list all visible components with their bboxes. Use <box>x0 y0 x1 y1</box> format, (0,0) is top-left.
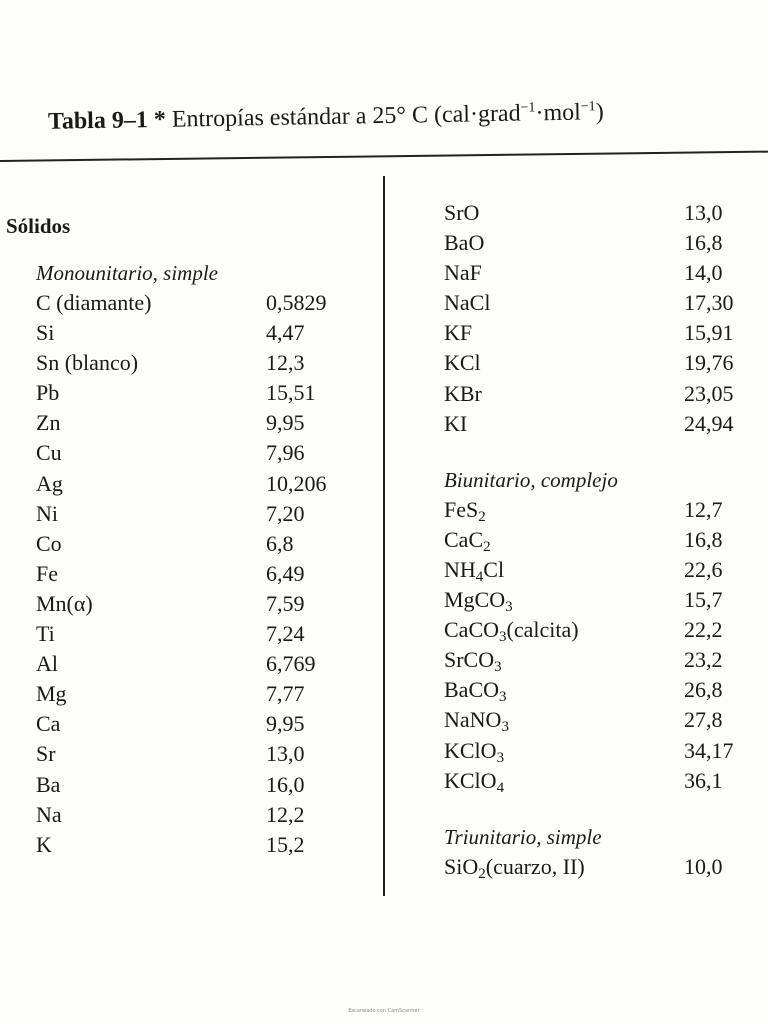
substance-name: SrO <box>444 200 480 225</box>
entropy-value: 7,24 <box>266 621 305 647</box>
substance-name: KClO$_4$ <box>444 767 505 796</box>
substance-name: Zn <box>36 410 61 436</box>
entropy-value: 10,206 <box>266 470 327 496</box>
subsection-heading-triunitario: Triunitario, simple <box>444 824 602 849</box>
table-row <box>0 739 380 769</box>
entropy-value: 13,0 <box>684 200 723 225</box>
entropy-value: 16,0 <box>266 771 305 797</box>
substance-name: Mn(α) <box>36 590 93 616</box>
table-row <box>440 736 768 766</box>
entropy-value: 19,76 <box>684 350 734 376</box>
entropy-value: 4,47 <box>266 320 305 346</box>
table-row <box>440 645 768 675</box>
table-row <box>0 709 380 739</box>
table-row <box>0 770 380 800</box>
left-column <box>0 206 380 860</box>
table-row <box>0 438 380 468</box>
substance-name: Ba <box>36 771 61 797</box>
entropy-value: 7,59 <box>266 590 305 616</box>
table-row <box>440 258 768 288</box>
table-row <box>0 378 380 408</box>
substance-name: SiO$_2$(cuarzo, II) <box>444 853 585 882</box>
table-row <box>440 318 768 348</box>
right-rows-biunitario <box>440 495 768 796</box>
entropy-value: 7,96 <box>266 440 305 466</box>
substance-name: MgCO$_3$ <box>444 587 513 616</box>
entropy-value: 17,30 <box>684 290 734 316</box>
entropy-value: 12,7 <box>684 496 723 522</box>
substance-name: KCl <box>444 350 481 376</box>
table-title <box>48 99 604 136</box>
table-row <box>440 585 768 615</box>
entropy-value: 6,769 <box>266 651 316 677</box>
table-row <box>0 559 380 589</box>
entropy-value: 27,8 <box>684 707 723 733</box>
entropy-value: 23,05 <box>684 380 734 406</box>
table-row <box>440 766 768 796</box>
entropy-value: 12,2 <box>266 801 305 827</box>
substance-name: NaCl <box>444 290 491 316</box>
entropy-value: 16,8 <box>684 526 723 552</box>
entropy-value: 15,91 <box>684 320 734 346</box>
entropy-value: 34,17 <box>684 737 734 763</box>
substance-name: SrCO$_3$ <box>444 647 502 676</box>
substance-name: CaCO$_3$(calcita) <box>444 617 579 646</box>
substance-name: K <box>36 831 52 857</box>
left-rows <box>0 288 380 860</box>
entropy-value: 9,95 <box>266 711 305 737</box>
right-rows-top <box>440 198 768 439</box>
substance-name: BaCO$_3$ <box>444 677 507 706</box>
substance-name: Sn (blanco) <box>36 350 139 376</box>
table-row <box>440 615 768 645</box>
substance-name: NaF <box>444 260 482 286</box>
substance-name: CaC$_2$ <box>444 526 491 555</box>
table-row <box>440 288 768 318</box>
entropy-value: 7,77 <box>266 681 305 707</box>
entropy-value: 22,2 <box>684 617 723 643</box>
table-row <box>440 198 768 228</box>
subsection-heading-monounitario: Monounitario, simple <box>36 261 218 285</box>
title-text: Entropías estándar a 25° C (cal·grad <box>165 100 521 133</box>
substance-name: Si <box>36 320 55 346</box>
spacer <box>440 439 768 465</box>
substance-name: Co <box>36 530 62 556</box>
entropy-value: 15,7 <box>684 587 723 613</box>
table-row <box>440 228 768 258</box>
table-row <box>0 529 380 559</box>
substance-name: Sr <box>36 741 56 767</box>
entropy-value: 26,8 <box>684 677 723 703</box>
substance-name: KF <box>444 320 473 346</box>
table-row <box>0 830 380 860</box>
table-row <box>0 348 380 378</box>
entropy-value: 9,95 <box>266 410 305 436</box>
right-rows-triunitario <box>440 852 768 882</box>
column-divider <box>383 176 385 896</box>
substance-name: Cu <box>36 440 62 466</box>
scanner-footer: Escaneado con CamScanner <box>348 1008 420 1014</box>
table-row <box>0 499 380 529</box>
entropy-value: 7,20 <box>266 500 305 526</box>
substance-name: Fe <box>36 560 58 586</box>
substance-name: FeS$_2$ <box>444 496 486 525</box>
substance-name: Mg <box>36 681 67 707</box>
title-exponent-2: −1 <box>580 99 596 115</box>
title-text-close: ) <box>595 99 604 126</box>
table-row <box>440 495 768 525</box>
header-rule <box>0 151 768 162</box>
table-row <box>0 649 380 679</box>
spacer <box>440 796 768 822</box>
substance-name: KI <box>444 410 468 436</box>
table-row <box>0 408 380 438</box>
table-row <box>0 619 380 649</box>
substance-name: KBr <box>444 380 482 406</box>
table-row <box>440 675 768 705</box>
entropy-value: 6,8 <box>266 530 294 556</box>
entropy-value: 22,6 <box>684 556 723 582</box>
table-row <box>0 800 380 830</box>
right-column <box>440 198 768 882</box>
entropy-value: 16,8 <box>684 230 723 256</box>
substance-name: BaO <box>444 230 485 256</box>
subsection-heading-biunitario: Biunitario, complejo <box>444 467 618 492</box>
entropy-value: 36,1 <box>684 767 723 793</box>
substance-name: Ag <box>36 470 63 496</box>
entropy-value: 6,49 <box>266 560 305 586</box>
substance-name: Ca <box>36 711 61 737</box>
entropy-value: 15,2 <box>266 831 305 857</box>
substance-name: KClO$_3$ <box>444 737 505 766</box>
table-row <box>0 469 380 499</box>
entropy-value: 14,0 <box>684 260 723 286</box>
table-number: Tabla 9–1 * <box>47 106 167 135</box>
table-row <box>440 379 768 409</box>
substance-name: Pb <box>36 380 60 406</box>
table-row <box>440 705 768 735</box>
entropy-value: 15,51 <box>266 380 316 406</box>
table-row <box>0 589 380 619</box>
table-row <box>440 525 768 555</box>
substance-name: Al <box>36 651 58 677</box>
table-row <box>440 555 768 585</box>
table-row <box>0 679 380 709</box>
substance-name: $NH_4Cl$ <box>444 556 505 585</box>
entropy-value: 23,2 <box>684 647 723 673</box>
table-row <box>440 348 768 378</box>
table-row <box>440 852 768 882</box>
substance-name: Ti <box>36 621 55 647</box>
substance-name: Na <box>36 801 62 827</box>
entropy-value: 10,0 <box>684 853 723 879</box>
entropy-value: 12,3 <box>266 350 305 376</box>
entropy-value: 0,5829 <box>266 290 327 315</box>
title-exponent-1: −1 <box>520 100 536 116</box>
entropy-value: 13,0 <box>266 741 305 767</box>
substance-name: NaNO$_3$ <box>444 707 509 736</box>
substance-name: C (diamante) <box>36 290 152 315</box>
table-row <box>0 288 380 318</box>
table-row <box>0 318 380 348</box>
substance-name: Ni <box>36 500 58 526</box>
table-row <box>440 409 768 439</box>
section-heading-solidos: Sólidos <box>6 214 71 238</box>
title-text-mid: ·mol <box>535 99 582 127</box>
entropy-value: 24,94 <box>684 410 734 436</box>
